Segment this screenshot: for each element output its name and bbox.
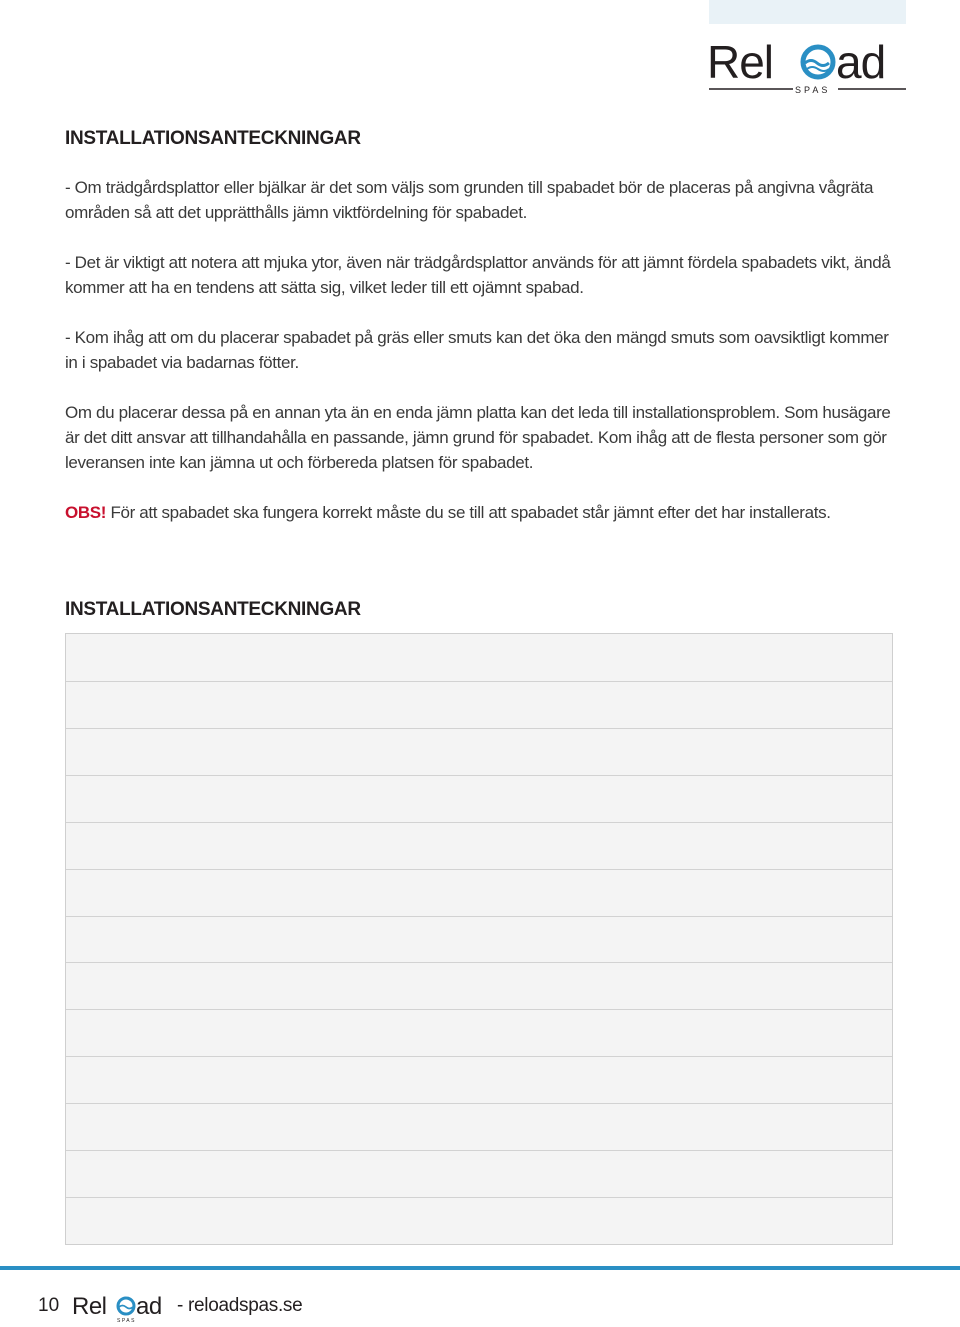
note-line [66,1197,892,1198]
obs-notice [65,500,895,525]
logo-wave-line [805,61,829,66]
notes-writing-area [65,633,893,1245]
note-line [66,681,892,682]
note-paragraph: - Kom ihåg att om du placerar spabadet på gräs eller smuts kan det öka den mängd smuts som oavsiktligt kommer in i spabadet via badarnas fötter. [65,328,889,372]
obs-text: För att spabadet ska fungera korrekt måste du se till att spabadet står jämnt efter det har installerats. [106,503,831,522]
note-line [66,822,892,823]
page-number: 10 [38,1295,60,1316]
logo-subtext: SPAS [795,85,831,95]
note-line [66,775,892,776]
reload-spas-logo [705,36,910,96]
footer-website: - reloadspas.se [177,1295,303,1316]
note-line [66,1056,892,1057]
section-heading-lined-notes: INSTALLATIONSANTECKNINGAR [65,599,361,620]
note-line [66,962,892,963]
reload-spas-footer-logo [72,1292,172,1324]
note-paragraph: - Det är viktigt att notera att mjuka ytor, även när trädgårdsplattor används för att jämnt fördela spabadets vikt, ändå kommer att ha en tendens att sätta sig, vilket leder till ett ojämnt spabad. [65,253,891,297]
note-line [66,1150,892,1151]
header-tab [709,0,906,24]
note-paragraph: Om du placerar dessa på en annan yta än en enda jämn platta kan det leda till installationsproblem. Som husägare är det ditt ansvar att tillhandahålla en passande, jämn grund för spabadet. Kom ihåg att de flesta personer som gör leveransen inte kan jämna ut och förbereda platsen för spabadet. [65,403,891,472]
logo-text-right: ad [836,36,886,88]
note-paragraph: - Om trädgårdsplattor eller bjälkar är det som väljs som grunden till spabadet bör de placeras på angivna vågräta områden så att det upprätthålls jämn viktfördelning för spabadet. [65,178,874,222]
obs-label: OBS! [65,503,107,522]
note-line [66,1009,892,1010]
svg-text:ad: ad [136,1293,162,1320]
section-heading-notes: INSTALLATIONSANTECKNINGAR [65,128,361,149]
logo-text-left: Rel [707,36,774,88]
note-line [66,1103,892,1104]
svg-text:SPAS: SPAS [117,1318,136,1324]
installation-notes [65,175,895,550]
svg-text:Rel: Rel [72,1293,107,1320]
footer-rule [0,1266,960,1270]
note-line [66,869,892,870]
note-line [66,916,892,917]
note-line [66,728,892,729]
